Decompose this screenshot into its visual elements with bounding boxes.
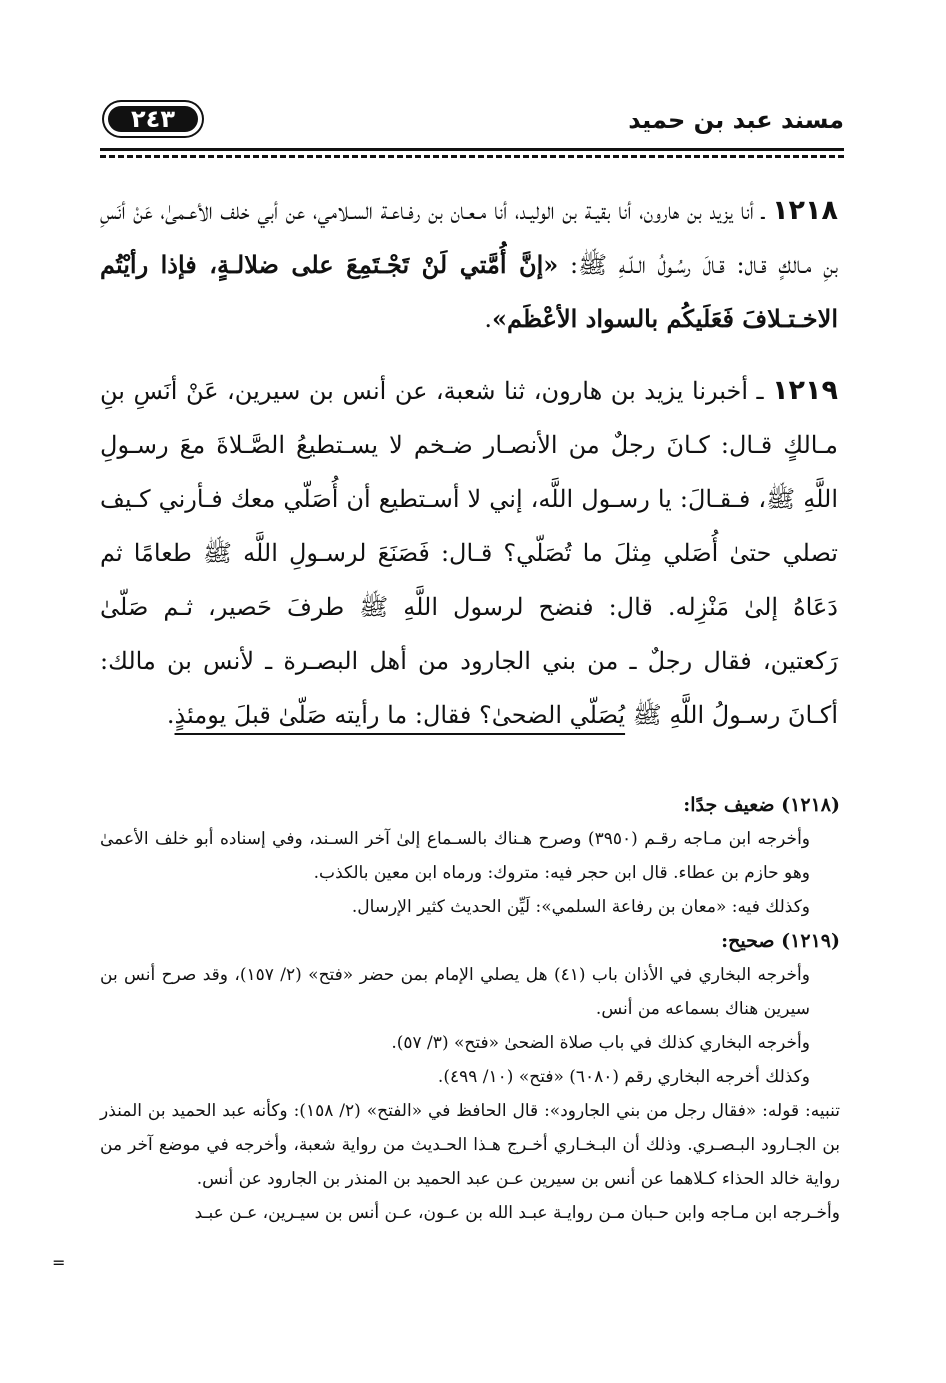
hadith-text: ـ أخبرنا يزيد بن هارون، ثنا شعبة، عن أنس بن سيرين، عَنْ أنَسِ بنِ مـالكٍ قـال: كـانَ رجلٌ من الأنصـار ضـخم لا يسـتطيعُ الصَّـلاةَ معَ رسـولِ اللَّهِ ﷺ، فـقـالَ: يا رسـول اللَّه، إني لا أسـتطيع أن أُصَلّي معك فـأرني كـيف تصلي حتىٰ أُصَلي مِثلَ ما تُصَلّي؟ قـال: فَصَنَعَ لرسـولِ اللَّه ﷺ طعامًا ثم دَعَاهُ إلىٰ مَنْزِله. قال: فنضح لرسول اللَّهِ ﷺ طرفَ حَصير، ثـم صَلّىٰ رَكعتين، فقال رجلٌ ـ من بني الجارود من أهل البصـرة ـ لأنس بن مالك: أكـانَ رسـولُ اللَّهِ ﷺ: [100, 377, 838, 729]
hadith-number: ١٢١٨: [772, 195, 838, 226]
footnote-line: وكذلك فيه: «معان بن رفاعة السلمي»: لَيِّن الحديث كثير الإرسال.: [351, 897, 810, 917]
page-header: [100, 96, 844, 146]
footnote-note: تنبيه: قوله: «فقال رجل من بني الجارود»: قال الحافظ في «الفتح» (٢/ ١٥٨): وكأنه عبد الحميد بن المنذر بن الجـارود البـصـري. وذلك أن البـخـاري أخـرج هـذا الحـديث من رواية شعبة، وأخرجه في موضع آخر من رواية خالد الحذاء كـلاهما عن أنس بن سيرين عـن عبد الحميد بن المنذر بن الجارود عن أنس.: [100, 1101, 841, 1189]
hadith-end: .: [484, 305, 492, 333]
hadith-1219: [100, 364, 838, 742]
continuation-mark: =: [52, 1253, 66, 1272]
footnote-line: وأخرجه البخاري كذلك في باب صلاة الضحىٰ «فتح» (٣/ ٥٧).: [391, 1033, 810, 1053]
footnote-line: وأخرجه البخاري في الأذان باب (٤١) هل يصلي الإمام بمن حضر «فتح» (٢/ ١٥٧)، وقد صرح أنس بن سيرين هناك بسماعه من أنس.: [100, 965, 810, 1019]
header-dashed-rule: [100, 155, 844, 158]
footnote-heading: (١٢١٩) صحيح:: [721, 930, 840, 952]
footnote-line: وكذلك أخرجه البخاري رقم (٦٠٨٠) «فتح» (١٠/ ٤٩٩).: [437, 1067, 810, 1087]
hadith-1218: [100, 184, 838, 346]
hadith-end: .: [166, 701, 175, 729]
hadith-number: ١٢١٩: [772, 375, 838, 406]
footnotes: [100, 788, 840, 1230]
hadith-underlined: يُصَلّي الضحىٰ؟ فقال: ما رأيته صَلّىٰ قبلَ يومئذٍ: [174, 701, 626, 729]
main-text: [100, 184, 838, 760]
footnote-line: وأخـرجه ابن مـاجه وابن حـبان مـن روايـة عبـد الله بن عـون، عـن أنس بن سيـرين، عـن عبـد: [194, 1203, 840, 1223]
hadith-text: ـ أنا يزيد بن هارون، أنا بقيـة بن الوليـد، أنا مـعـان بن رفـاعـة السـلامي، عن أبي خلف الأعـمىٰ، عَنْ أنَسِ بنِ مـالكٍ قـال: قـالَ رسُـولُ الـلّـهِ ﷺ:: [100, 197, 839, 279]
header-rule: [100, 148, 844, 151]
hadith-matn: «إنَّ أُمَّتي لَنْ تَجْـتَمِعَ على ضلالـةٍ، فإذا رأيْتُم الاخـتـلافَ فَعَلَيكُم بالسواد الأعْظَم»: [100, 250, 838, 333]
footnote-heading: (١٢١٨) ضعيف جدًا:: [683, 794, 840, 816]
page-number-badge: ٢٤٣: [104, 102, 202, 136]
footnote-line: وأخرجه ابن مـاجه رقـم (٣٩٥٠) وصرح هـناك بالسـماع إلىٰ آخر السـند، وفي إسناده أبو خلف الأعمىٰ وهو حازم بن عطاء. قال ابن حجر فيه: متروك: ورماه ابن معين بالكذب.: [100, 829, 810, 883]
book-title: مسند عبد بن حميد: [628, 106, 844, 134]
